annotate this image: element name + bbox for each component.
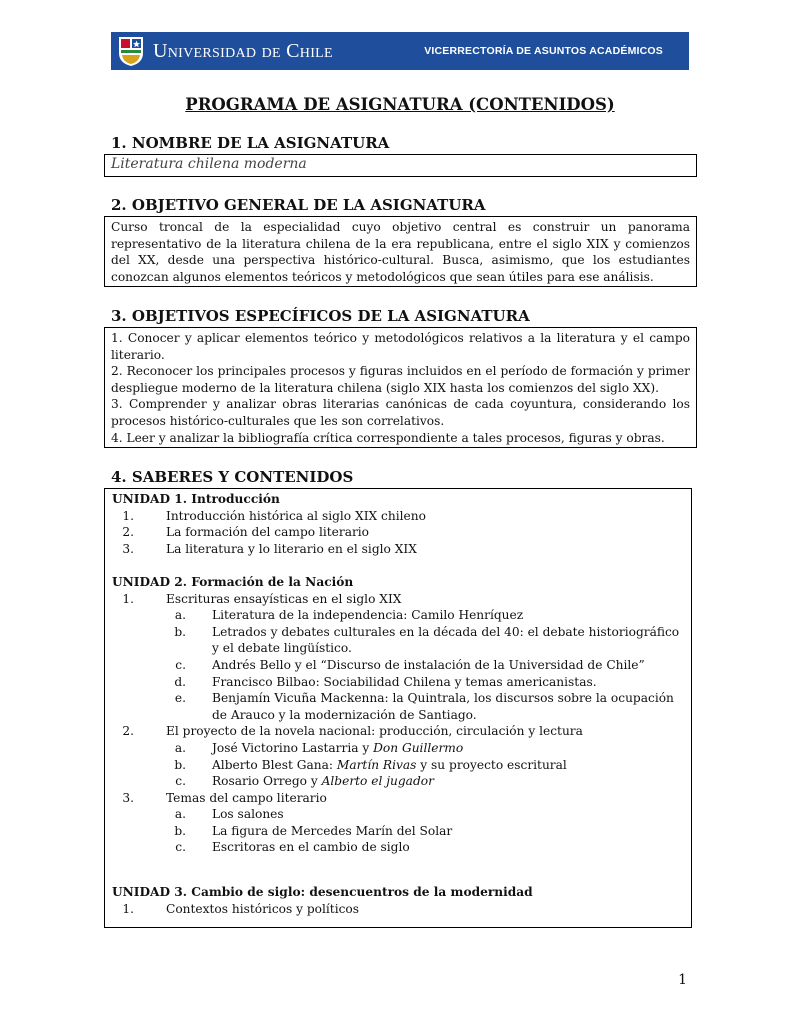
section-heading-nombre: 1. NOMBRE DE LA ASIGNATURA bbox=[111, 134, 390, 152]
sublist-text: Benjamín Vicuña Mackenna: la Quintrala, los discursos sobre la ocupación de Arauco y la modernización de Santiago. bbox=[212, 691, 674, 722]
sublist-letter: c. bbox=[175, 840, 186, 855]
unit-title: UNIDAD 3. Cambio de siglo: desencuentros de la modernidad bbox=[112, 885, 533, 900]
work-title: Don Guillermo bbox=[373, 740, 464, 755]
work-title: Martín Rivas bbox=[336, 757, 417, 772]
list-number: 1. bbox=[122, 591, 134, 606]
course-name: Literatura chilena moderna bbox=[111, 156, 307, 172]
list-text: La literatura y lo literario en el siglo XIX bbox=[166, 541, 417, 556]
sublist-item bbox=[112, 839, 685, 856]
author-text: Rosario Orrego y bbox=[212, 774, 322, 789]
objetivo-item: 1. Conocer y aplicar elementos teórico y metodológicos relativos a la literatura y el campo literario. bbox=[111, 331, 690, 362]
sublist-letter: b. bbox=[174, 624, 186, 639]
vicerrectoria-label: VICERRECTORÍA DE ASUNTOS ACADÉMICOS bbox=[424, 45, 663, 57]
author-text: Alberto Blest Gana: bbox=[212, 757, 337, 772]
nombre-box bbox=[104, 154, 697, 177]
sublist-item bbox=[112, 757, 685, 774]
university-crest-icon bbox=[117, 35, 145, 67]
sublist-text: Literatura de la independencia: Camilo Henríquez bbox=[212, 608, 524, 623]
list-text: Contextos históricos y políticos bbox=[166, 901, 360, 916]
list-item bbox=[112, 790, 685, 807]
list-number: 2. bbox=[122, 525, 134, 540]
list-item bbox=[112, 508, 685, 525]
header-banner bbox=[111, 32, 689, 70]
sublist-item bbox=[112, 740, 685, 757]
section-heading-objetivos-especificos: 3. OBJETIVOS ESPECÍFICOS DE LA ASIGNATURA bbox=[111, 307, 530, 325]
sublist-letter: a. bbox=[174, 608, 186, 623]
objetivo-item: 3. Comprender y analizar obras literarias canónicas de cada coyuntura, considerando los procesos histórico-culturales que les son correlativos. bbox=[111, 397, 690, 428]
sublist-item bbox=[112, 806, 685, 823]
unit-title: UNIDAD 1. Introducción bbox=[112, 492, 280, 506]
objetivo-item: 2. Reconocer los principales procesos y figuras incluidos en el período de formación y primer despliegue moderno de la literatura chilena (siglo XIX hasta los comienzos del siglo XX). bbox=[111, 364, 690, 395]
sublist-text: Andrés Bello y el “Discurso de instalación de la Universidad de Chile” bbox=[212, 657, 645, 672]
sublist-text: Escritoras en el cambio de siglo bbox=[212, 840, 410, 855]
section-heading-objetivo-general: 2. OBJETIVO GENERAL DE LA ASIGNATURA bbox=[111, 196, 486, 214]
sublist-item bbox=[112, 773, 685, 790]
list-number: 3. bbox=[122, 790, 134, 805]
sublist-item bbox=[112, 624, 685, 657]
sublist-text: Francisco Bilbao: Sociabilidad Chilena y temas americanistas. bbox=[212, 674, 597, 689]
author-text: José Victorino Lastarria y bbox=[212, 740, 374, 755]
page-number: 1 bbox=[678, 972, 687, 988]
sublist-item bbox=[112, 823, 685, 840]
sublist-item bbox=[112, 690, 685, 723]
list-item bbox=[112, 524, 685, 541]
sublist-letter: c. bbox=[175, 657, 186, 672]
objetivos-especificos-box bbox=[104, 327, 697, 448]
work-title: Alberto el jugador bbox=[321, 774, 434, 789]
sublist-item bbox=[112, 657, 685, 674]
sublist-letter: b. bbox=[174, 823, 186, 838]
list-text: Introducción histórica al siglo XIX chileno bbox=[166, 508, 426, 523]
list-item bbox=[112, 541, 685, 558]
list-number: 1. bbox=[122, 508, 134, 523]
list-text: Temas del campo literario bbox=[166, 790, 327, 805]
list-text: El proyecto de la novela nacional: producción, circulación y lectura bbox=[166, 724, 583, 739]
sublist-letter: c. bbox=[175, 774, 186, 789]
list-number: 2. bbox=[122, 724, 134, 739]
list-item bbox=[112, 723, 685, 740]
objetivo-general-text: Curso troncal de la especialidad cuyo objetivo central es construir un panorama representativo de la literatura chilena de la era republicana, entre el siglo XIX y comienzos del XX, desde una perspectiva histórico-cultural. Busca, asimismo, que los estudiantes conozcan algunos elementos teóricos y metodológicos que sean útiles para ese análisis. bbox=[111, 220, 690, 284]
list-number: 3. bbox=[122, 541, 134, 556]
sublist-text: Los salones bbox=[212, 807, 284, 822]
unit-title: UNIDAD 2. Formación de la Nación bbox=[112, 574, 354, 589]
document-title: PROGRAMA DE ASIGNATURA (CONTENIDOS) bbox=[185, 95, 615, 114]
section-heading-saberes: 4. SABERES Y CONTENIDOS bbox=[111, 468, 354, 486]
suffix-text: y su proyecto escritural bbox=[416, 757, 567, 772]
sublist-letter: a. bbox=[174, 807, 186, 822]
objetivo-item: 4. Leer y analizar la bibliografía crítica correspondiente a tales procesos, figuras y obras. bbox=[111, 430, 665, 445]
sublist-item bbox=[112, 674, 685, 691]
list-item bbox=[112, 591, 685, 608]
list-text: La formación del campo literario bbox=[166, 525, 370, 540]
objetivo-general-box bbox=[104, 216, 697, 287]
university-name: Universidad de Chile bbox=[153, 39, 333, 62]
sublist-letter: b. bbox=[174, 757, 186, 772]
list-number: 1. bbox=[122, 901, 134, 916]
sublist-text: Letrados y debates culturales en la década del 40: el debate historiográfico y el debate lingüístico. bbox=[212, 624, 680, 656]
list-item bbox=[112, 901, 685, 918]
sublist-letter: d. bbox=[174, 674, 186, 689]
sublist-letter: a. bbox=[174, 740, 186, 755]
saberes-box bbox=[104, 488, 692, 928]
sublist-item bbox=[112, 607, 685, 624]
list-text: Escrituras ensayísticas en el siglo XIX bbox=[166, 591, 402, 606]
sublist-text: La figura de Mercedes Marín del Solar bbox=[212, 823, 453, 838]
sublist-letter: e. bbox=[174, 691, 186, 706]
